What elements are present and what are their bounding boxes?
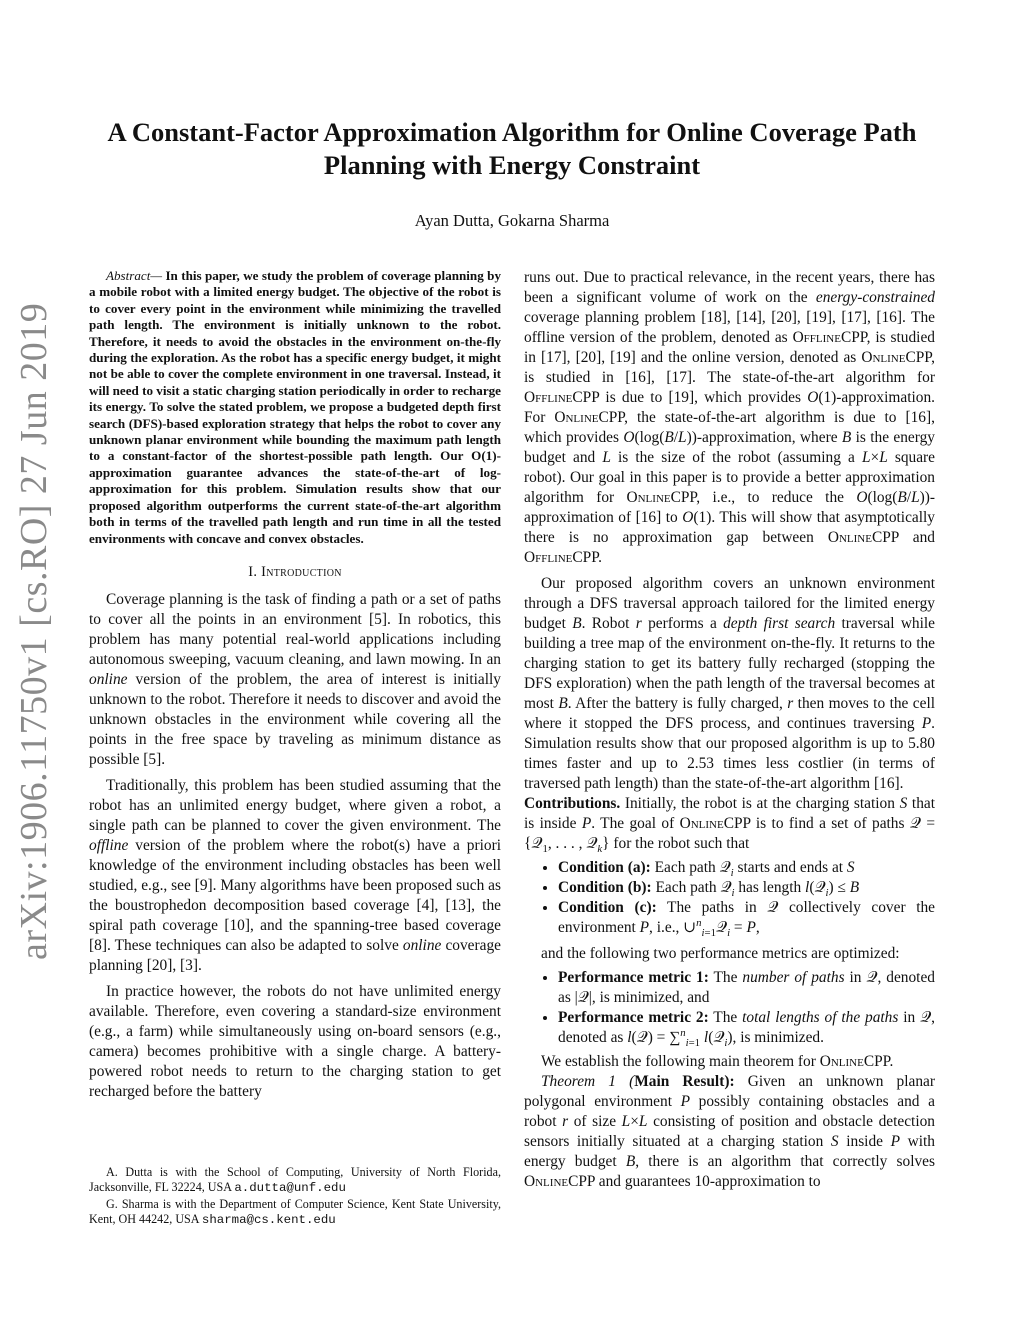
intro-paragraph-5: Our proposed algorithm covers an unknown environment through a DFS traversal approach tailored for the limited energy budget B. Robot r performs a depth first search traversal while building a tree map of the environment on-the-fly. It returns to the charging station to get its battery fully recharged (stopping the DFS exploration) when the path length of the traversal becomes at most B. After the battery is fully charged, r then moves to the cell where it stopped the DFS process, and continues traversing P. Simulation results show that our proposed algorithm is up to 5.80 times faster and up to 2.53 times less costlier (in terms of traversed path length) than the state-of-the-art algorithm [16]. <box>524 575 936 792</box>
intro-paragraph-2: Traditionally, this problem has been studied assuming that the robot has an unlimited energy budget, where given a robot, a single path can be planned to cover the given environment. The offline version of the problem where the robot(s) have a priori knowledge of the environment including obstacles has been well studied, e.g., see [9]. Many algorithms have been proposed such as the boustrophedon decomposition based coverage [4], [13], the spiral path coverage [10], and the spanning-tree based coverage [8]. These techniques can also be adapted to solve online coverage planning [20], [3]. <box>89 776 502 974</box>
left-column <box>89 268 501 1102</box>
metrics-list <box>524 968 935 1048</box>
footnote-sharma: G. Sharma is with the Department of Computer Science, Kent State University, Kent, OH 44242, USA sharma@cs.kent.edu <box>89 1196 501 1228</box>
list-item: • Performance metric 2: The total lengths of the paths in 𝒬, denoted as l(𝒬) = ∑$^n_{i=1}$ l(𝒬$_i$), is minimized. <box>558 1008 935 1048</box>
list-item: • Condition (b): Each path 𝒬$_i$ has length l(𝒬$_i$) ≤ B <box>558 878 935 898</box>
footnote-dutta: A. Dutta is with the School of Computing, University of North Florida, Jacksonville, FL 32224, USA a.dutta@unf.edu <box>89 1165 501 1196</box>
conditions-list <box>524 858 935 938</box>
list-item: • Condition (a): Each path 𝒬$_i$ starts and ends at S <box>558 858 935 878</box>
email-sharma: sharma@cs.kent.edu <box>201 1213 336 1228</box>
email-dutta: a.dutta@unf.edu <box>234 1181 346 1196</box>
theorem-1: Theorem 1 (Main Result): Given an unknown planar polygonal environment P possibly containing obstacles and a robot r of size L×L consisting of position and obstacle detection sensors initially situated at a charging station S inside P with energy budget B, there is an algorithm that correctly solves OnlineCPP and guarantees 10-approximation to <box>524 1073 935 1190</box>
abstract <box>89 268 501 547</box>
metrics-intro: and the following two performance metrics are optimized: <box>541 945 900 962</box>
footnotes <box>89 1165 501 1229</box>
right-column <box>524 268 935 1192</box>
paper-title: A Constant-Factor Approximation Algorithm for Online Coverage Path Planning with Energy Constraint <box>107 117 917 180</box>
intro-paragraph-1: Coverage planning is the task of finding a path or a set of paths to cover all the points in an environment [5]. In robotics, this problem has many potential real-world applications including autonomous sweeping, vacuum cleaning, and lawn mowing. In an online version of the problem, the area of interest is initially unknown to the robot. Therefore it needs to discover and avoid the unknown obstacles in the environment while covering all the points in the free space by traveling as minimum distance as possible [5]. <box>89 590 501 768</box>
abstract-text: In this paper, we study the problem of coverage planning by a mobile robot with a limited energy budget. The objective of the robot is to cover every point in the environment while minimizing the travelled path length. The environment is initially unknown to the robot. Therefore, it needs to avoid the obstacles in the environment on-the-fly during the exploration. As the robot has a specific energy budget, it might not be able to cover the complete environment in one traversal. Instead, it will need to visit a static charging station periodically in order to recharge its energy. To solve the stated problem, we propose a budgeted depth first search (DFS)-based exploration strategy that helps the robot to cover any unknown planar environment while bounding the maximum path length to a constant-factor of the shortest-possible path length. Our O(1)-approximation guarantee advances the state-of-the-art of log-approximation for this problem. Simulation results show that our proposed algorithm outperforms the current state-of-the-art algorithm both in terms of the travelled path length and run time in all the tested environments with concave and convex obstacles. <box>89 268 501 546</box>
intro-paragraph-3: In practice however, the robots do not have unlimited energy available. Therefore, even covering a standard-size environment (e.g., a farm) while simultaneously using on-board sensors (e.g., camera) becomes prohibitive with a single charge. A battery-powered robot needs to return to the charging station to get recharged before the battery <box>89 982 501 1100</box>
main-theorem-intro: We establish the following main theorem for OnlineCPP. <box>541 1053 894 1070</box>
contributions-paragraph: Contributions. Initially, the robot is at the charging station S that is inside P. The goal of OnlineCPP is to find a set of paths 𝒬 = {𝒬$_1$, . . . , 𝒬$_k$} for the robot such that <box>524 795 935 856</box>
abstract-label: Abstract— <box>106 268 163 283</box>
section-heading: I. Introduction <box>248 563 342 580</box>
intro-paragraph-4: runs out. Due to practical relevance, in the recent years, there has been a significant volume of work on the energy-constrained coverage planning problem [18], [14], [20], [19], [17], [16]. The offline version of the problem, denoted as OfflineCPP, is studied in [17], [20], [19] and the online version, denoted as OnlineCPP, is studied in [16], [17]. The state-of-the-art algorithm for OfflineCPP is due to [19], which provides O(1)-approximation. For OnlineCPP, the state-of-the-art algorithm is due to [16], which provides O(log(B/L))-approximation, where B is the energy budget and L is the size of the robot (assuming a L×L square robot). Our goal in this paper is to provide a better approximation algorithm for OnlineCPP, i.e., to reduce the O(log(B/L))-approximation of [16] to O(1). This will show that asymptotically there is no approximation gap between OnlineCPP and OfflineCPP. <box>524 269 936 566</box>
paper-authors: Ayan Dutta, Gokarna Sharma <box>414 211 610 230</box>
list-item: • Condition (c): The paths in 𝒬 collectively cover the environment P, i.e., ∪$^n_{i=1}$𝒬$_i$ = P, <box>558 898 935 938</box>
arxiv-identifier: arXiv:1906.11750v1 [cs.RO] 27 Jun 2019 <box>13 302 55 960</box>
list-item: • Performance metric 1: The number of paths in 𝒬, denoted as |𝒬|, is minimized, and <box>558 968 935 1008</box>
